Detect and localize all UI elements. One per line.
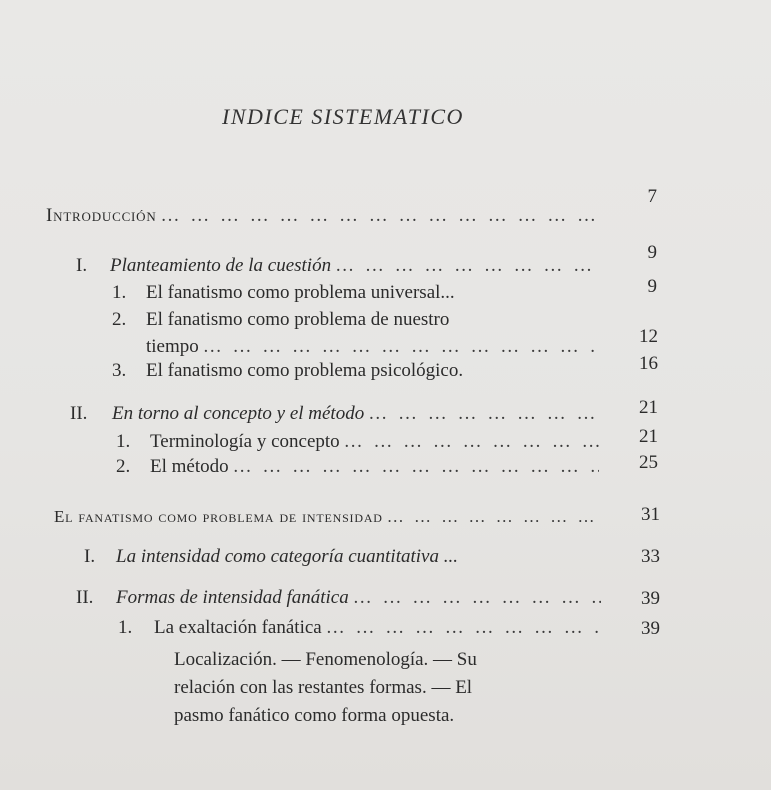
entry-label: El fanatismo como problema de intensidad (54, 507, 383, 526)
page-number: 12 (639, 326, 658, 347)
entry-number: I. (76, 255, 88, 276)
leader-dots (326, 617, 601, 639)
entry-label: Introducción (46, 205, 157, 226)
toc-entry-terminologia (116, 431, 603, 453)
entry-label: El fanatismo como problema de nuestro (146, 309, 450, 330)
leader-dots (335, 255, 597, 277)
leader-dots (353, 587, 601, 609)
entry-number: I. (84, 546, 96, 567)
leader-dots (203, 336, 597, 358)
summary-line: pasmo fanático como forma opuesta. (174, 705, 455, 726)
entry-number: 3. (112, 360, 127, 381)
entry-label: tiempo (146, 336, 199, 357)
leader-dots (161, 205, 597, 227)
entry-number: II. (70, 403, 88, 424)
page-number: 31 (641, 504, 660, 525)
page-number: 16 (639, 353, 658, 374)
toc-entry-planteamiento (76, 255, 601, 277)
leader-dots (368, 403, 599, 425)
page-number: 9 (647, 242, 657, 263)
entry-number: 2. (112, 309, 127, 330)
entry-label: En torno al concepto y el método (112, 403, 365, 424)
entry-label: El método (150, 456, 229, 477)
page-number: 33 (641, 546, 660, 567)
entry-number: 2. (116, 456, 131, 477)
page-number: 39 (641, 618, 660, 639)
entry-number: 1. (112, 282, 127, 303)
toc-entry-problema-universal (112, 282, 604, 304)
entry-number: 1. (116, 431, 131, 452)
toc-entry-metodo (116, 456, 603, 478)
entry-label: El fanatismo como problema psicológico. (146, 360, 464, 381)
page-number: 39 (641, 588, 660, 609)
page-title: INDICE SISTEMATICO (222, 104, 464, 129)
toc-entry-en-torno (70, 403, 603, 425)
leader-dots (344, 431, 599, 453)
toc-entry-nuestro-tiempo (112, 309, 604, 331)
entry-label: La exaltación fanática (154, 617, 322, 638)
toc-entry-formas-intensidad (76, 587, 605, 609)
page-number: 7 (647, 186, 657, 207)
entry-label: El fanatismo como problema universal... (146, 282, 455, 303)
page-number: 21 (639, 426, 658, 447)
summary-line: relación con las restantes formas. — El (174, 677, 473, 698)
leader-dots (233, 456, 599, 478)
summary-line: Localización. — Fenomenología. — Su (174, 649, 477, 670)
entry-label: Terminología y concepto (150, 431, 340, 452)
entry-label: La intensidad como categoría cuantitativa ... (116, 546, 458, 567)
toc-entry-psicologico (112, 360, 607, 382)
entry-number: II. (76, 587, 94, 608)
page-number: 9 (647, 276, 657, 297)
toc-entry-intensidad-cuantitativa (84, 546, 609, 568)
entry-label: Planteamiento de la cuestión (110, 255, 332, 276)
leader-dots (387, 507, 601, 527)
entry-label: Formas de intensidad fanática (116, 587, 349, 608)
page-number: 25 (639, 452, 658, 473)
entry-summary (174, 646, 614, 730)
toc-entry-exaltacion (118, 617, 605, 639)
toc-entry-introduccion (46, 205, 601, 227)
toc-entry-nuestro-tiempo-cont (146, 336, 601, 358)
entry-number: 1. (118, 617, 133, 638)
page-number: 21 (639, 397, 658, 418)
toc-entry-problema-intensidad (54, 507, 605, 527)
